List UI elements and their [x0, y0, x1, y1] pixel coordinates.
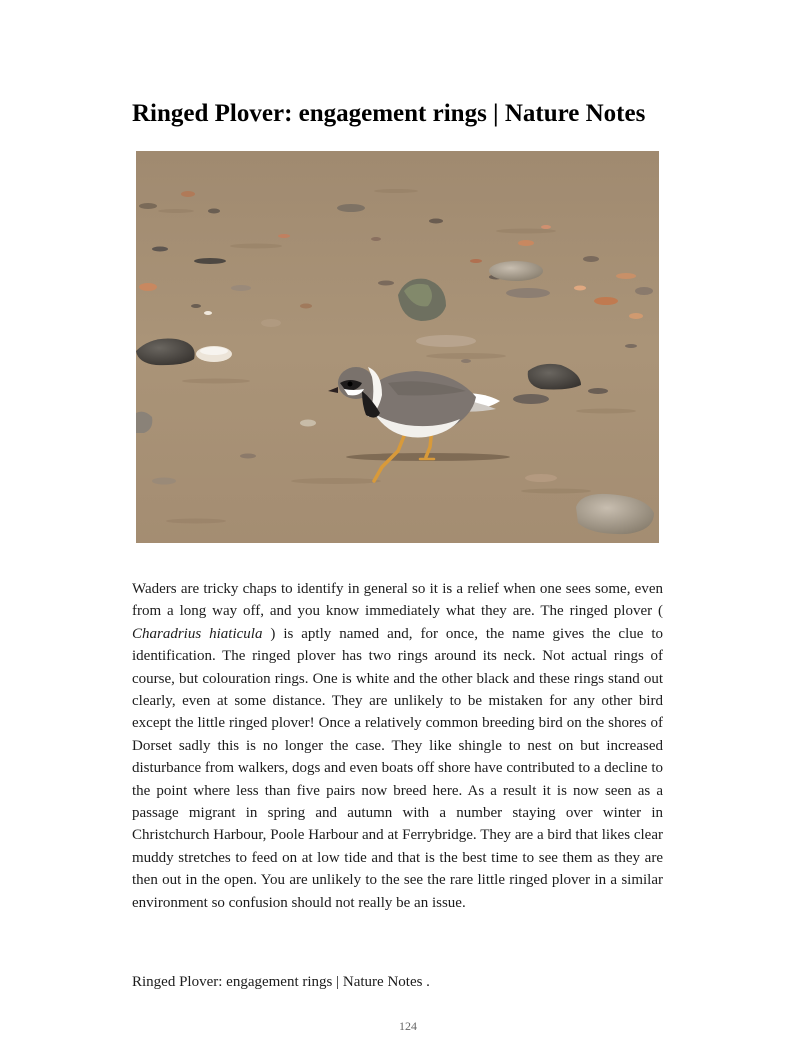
page-number: 124 — [399, 1019, 417, 1033]
source-citation: Ringed Plover: engagement rings | Nature Notes . — [132, 974, 430, 990]
body-text-part2: ) is aptly named and, for once, the name gives the clue to identification. The ringed plover has two rings around its neck. Not actual rings of course, but colouration rings. One is white and the other black and these rings stand out clearly, even at some distance. They are unlikely to be mistaken for any other bird except the little ringed plover! Once a relatively common breeding bird on the shores of Dorset sadly this is no longer the case. They like shingle to nest on but increased disturbance from walkers, dogs and even boats off shore have contributed to a decline to the point where less than five pairs now breed here. As a result it is now seen as a passage migrant in spring and autumn with a number staying over winter in Christchurch Harbour, Poole Harbour and at Ferrybridge. They are a bird that likes clear muddy stretches to feed on at low tide and that is the best time to see them as they are then out in the open. You are unlikely to the see the rare little ringed plover in a similar environment so confusion should not really be an issue. — [132, 625, 663, 911]
article-body — [132, 578, 663, 914]
page-title: Ringed Plover: engagement rings | Nature Notes — [132, 100, 646, 127]
latin-name: Charadrius hiaticula — [132, 625, 263, 642]
ringed-plover-photo — [136, 151, 659, 543]
body-text-part1: Waders are tricky chaps to identify in general so it is a relief when one sees some, even from a long way off, and you know immediately what they are. The ringed plover ( — [132, 581, 663, 620]
